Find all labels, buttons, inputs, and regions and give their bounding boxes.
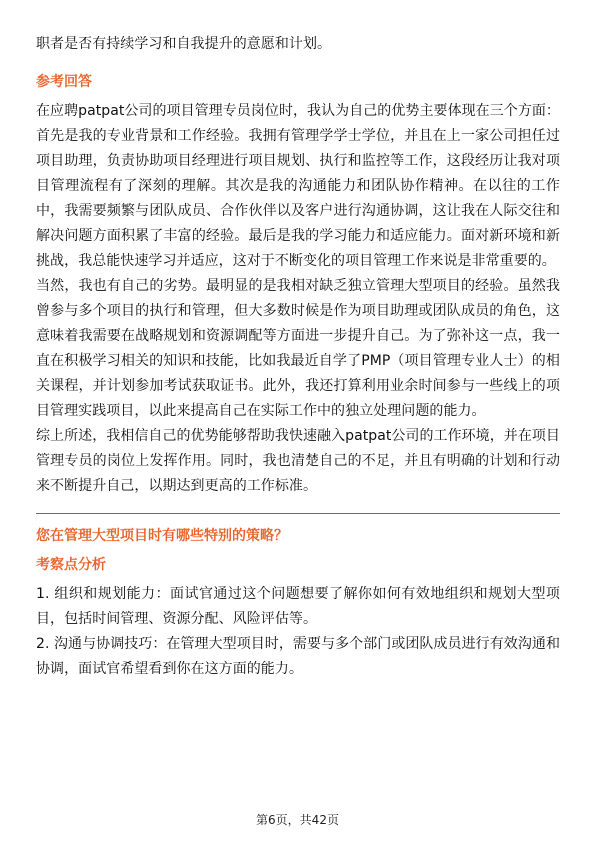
analysis-point-1: 1. 组织和规划能力：面试官通过这个问题想要了解你如何有效地组织和规划大型项目，包括时间管理、资源分配、风险评估等。 (36, 586, 560, 627)
answer-heading: 参考回答 (36, 74, 92, 90)
answer-paragraph-1: 在应聘patpat公司的项目管理专员岗位时，我认为自己的优势主要体现在三个方面：首先是我的专业背景和工作经验。我拥有管理学学士学位，并且在上一家公司担任过项目助理，负责协助项目经理进行项目规划、执行和监控等工作，这段经历让我对项目管理流程有了深刻的理解。其次是我的沟通能力和团队协作精神。在以往的工作中，我需要频繁与团队成员、合作伙伴以及客户进行沟通协调，这让我在人际交往和解决问题方面积累了丰富的经验。最后是我的学习能力和适应能力。面对新环境和新挑战，我总能快速学习并适应，这对于不断变化的项目管理工作来说是非常重要的。 (36, 103, 560, 269)
intro-fragment: 职者是否有持续学习和自我提升的意愿和计划。 (36, 36, 332, 52)
page-number: 第6页，共42页 (256, 813, 339, 827)
section-divider (36, 513, 560, 514)
answer-paragraph-3: 综上所述，我相信自己的优势能够帮助我快速融入patpat公司的工作环境，并在项目管理专员的岗位上发挥作用。同时，我也清楚自己的不足，并且有明确的计划和行动来不断提升自己，以期达到更高的工作标准。 (36, 428, 560, 494)
answer-paragraph-2: 当然，我也有自己的劣势。最明显的是我相对缺乏独立管理大型项目的经验。虽然我曾参与多个项目的执行和管理，但大多数时候是作为项目助理或团队成员的角色，这意味着我需要在战略规划和资源调配等方面进一步提升自己。为了弥补这一点，我一直在积极学习相关的知识和技能，比如我最近自学了PMP（项目管理专业人士）的相关课程，并计划参加考试获取证书。此外，我还打算利用业余时间参与一些线上的项目管理实践项目，以此来提高自己在实际工作中的独立处理问题的能力。 (36, 278, 560, 419)
analysis-point-2: 2. 沟通与协调技巧：在管理大型项目时，需要与多个部门或团队成员进行有效沟通和协调，面试官希望看到你在这方面的能力。 (36, 636, 560, 677)
page-content (36, 32, 560, 682)
question-title: 您在管理大型项目时有哪些特别的策略？ (36, 528, 288, 544)
analysis-heading: 考察点分析 (36, 557, 106, 573)
